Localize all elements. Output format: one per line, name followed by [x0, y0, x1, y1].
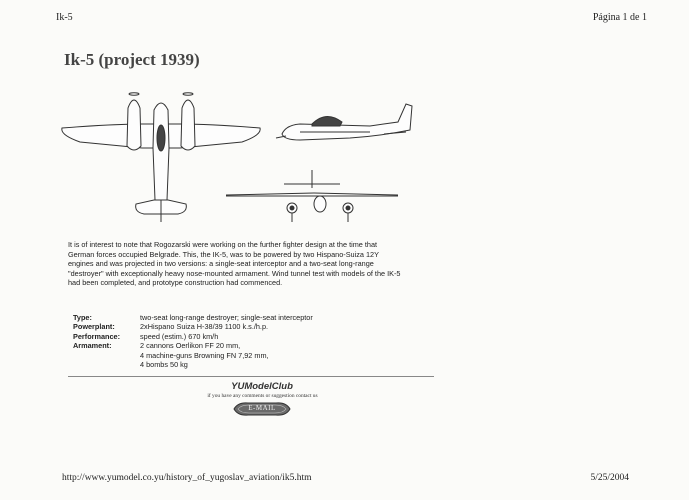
spec-row-performance	[73, 332, 313, 341]
spec-value: 4 bombs 50 kg	[140, 360, 188, 370]
print-header-page-label: Página 1 de 1	[592, 12, 647, 23]
page-title: Ik-5 (project 1939)	[64, 50, 200, 69]
spec-value: 2 cannons Oerlikon FF 20 mm,	[140, 341, 241, 351]
aircraft-front-view-icon	[226, 170, 398, 222]
spec-table	[73, 313, 313, 369]
paragraph-line: engines and was projected in two versions: a single-seat interceptor and a two-seat long-range	[68, 259, 374, 269]
aircraft-three-view-drawing	[50, 88, 450, 238]
email-button-label[interactable]: E-MAIL	[248, 404, 276, 412]
spec-label: Armament:	[73, 341, 112, 351]
spec-value: 4 machine-guns Browning FN 7,92 mm,	[140, 350, 269, 360]
print-header-title: Ik-5	[56, 12, 73, 23]
paragraph-line: It is of interest to note that Rogozarski were working on the further fighter design at the time that	[68, 240, 378, 249]
description-paragraph	[68, 240, 463, 288]
spec-label: Performance:	[73, 331, 121, 341]
spec-value: 2xHispano Suiza H-38/39 1100 k.s./h.p.	[140, 322, 269, 332]
print-footer-date: 5/25/2004	[590, 473, 629, 483]
spec-label: Type:	[73, 313, 92, 322]
aircraft-side-view-icon	[276, 104, 412, 140]
spec-label: Powerplant:	[73, 322, 115, 332]
club-name: YUModelClub	[231, 381, 293, 392]
paragraph-line: "destroyer" with exceptionally heavy nose-mounted armament. Wind tunnel test with models of the IK-5	[68, 268, 401, 278]
print-footer-url[interactable]: http://www.yumodel.co.yu/history_of_yugoslav_aviation/ik5.htm	[62, 473, 312, 483]
spec-row-type	[73, 313, 313, 322]
spec-value: speed (estim.) 670 km/h	[140, 331, 219, 341]
paragraph-line: had been completed, and prototype construction had commenced.	[68, 278, 283, 288]
contact-note: if you have any comments or suggestion contact us	[207, 393, 318, 399]
section-divider	[68, 376, 434, 377]
spec-value: two-seat long-range destroyer; single-seat interceptor	[140, 313, 313, 322]
spec-row-powerplant	[73, 322, 313, 331]
spec-row-armament	[73, 341, 313, 369]
aircraft-top-view-icon	[62, 93, 260, 222]
paragraph-line: German forces occupied Belgrade. This, the IK-5, was to be powered by two Hispano-Suiza 12Y	[68, 249, 379, 259]
